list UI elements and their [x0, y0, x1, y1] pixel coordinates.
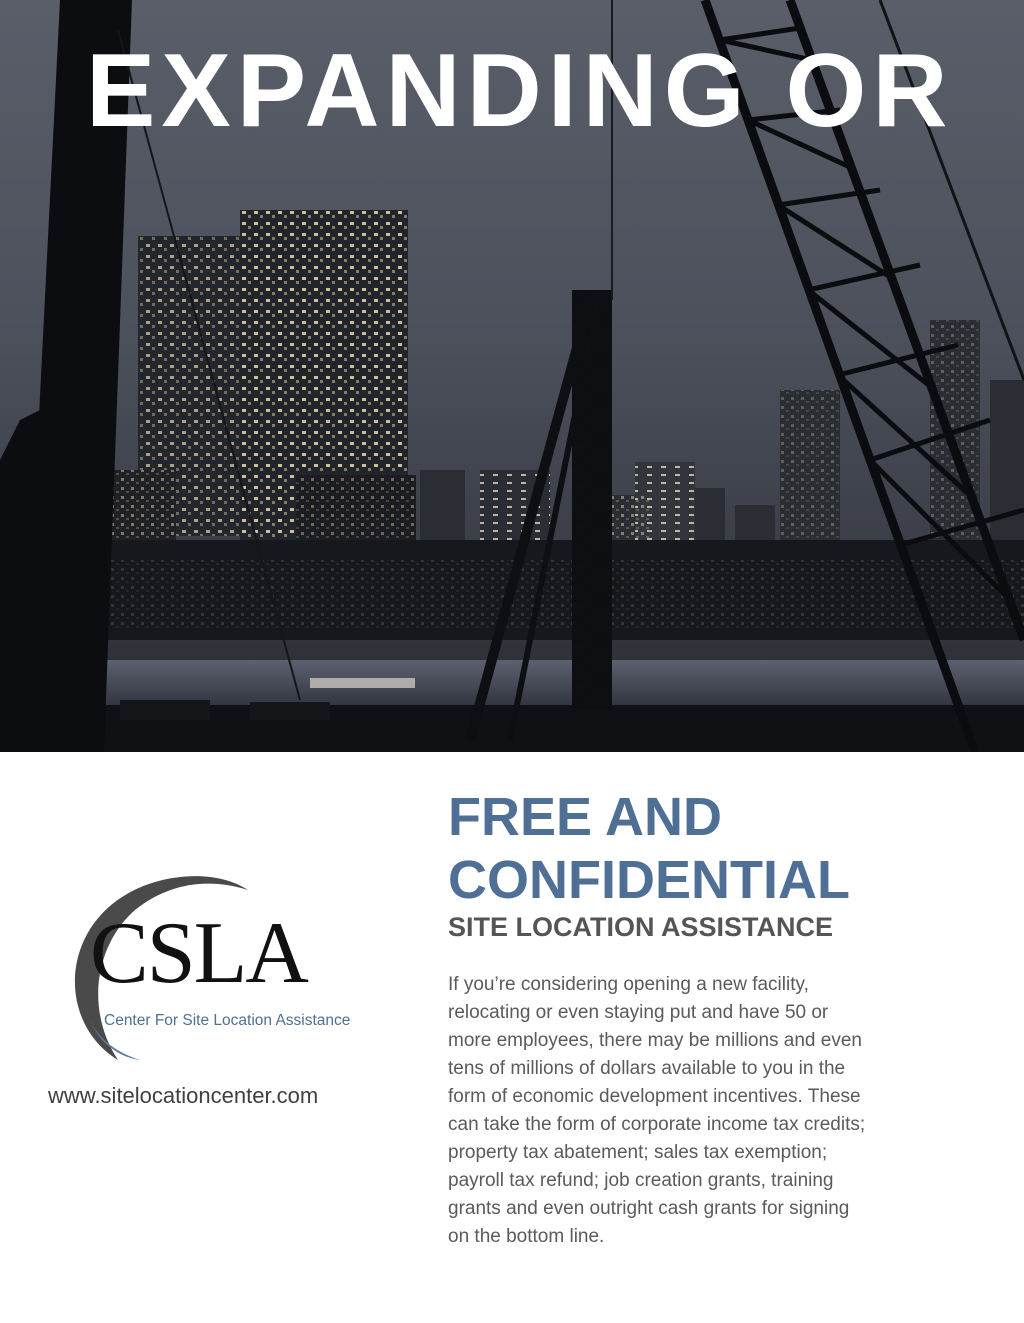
logo-tagline: Center For Site Location Assistance [104, 1012, 351, 1029]
headline [448, 786, 850, 912]
body-line: can take the form of corporate income tax credits; [448, 1114, 866, 1135]
website-url: www.sitelocationcenter.com [48, 1083, 319, 1108]
logo-wordmark: CSLA [90, 905, 307, 1002]
body-copy [448, 971, 918, 1251]
hero-title: EXPANDING OR [86, 33, 954, 149]
body-line: grants and even outright cash grants for signing [448, 1198, 850, 1219]
body-line: more employees, there may be millions and even [448, 1030, 862, 1051]
body-line: relocating or even staying put and have 50 or [448, 1002, 829, 1023]
body-line: tens of millions of dollars available to you in the [448, 1058, 846, 1079]
body-line: form of economic development incentives. These [448, 1086, 861, 1107]
csla-logo [60, 870, 360, 1065]
subhead: SITE LOCATION ASSISTANCE [448, 912, 834, 942]
headline-line-1: FREE AND [448, 787, 723, 847]
body-line: payroll tax refund; job creation grants, training [448, 1170, 834, 1191]
body-line: on the bottom line. [448, 1226, 605, 1247]
body-line: If you’re considering opening a new facility, [448, 974, 809, 995]
csla-logo-graphic [60, 870, 360, 1065]
body-line: property tax abatement; sales tax exemption; [448, 1142, 828, 1163]
headline-line-2: CONFIDENTIAL [448, 850, 850, 910]
